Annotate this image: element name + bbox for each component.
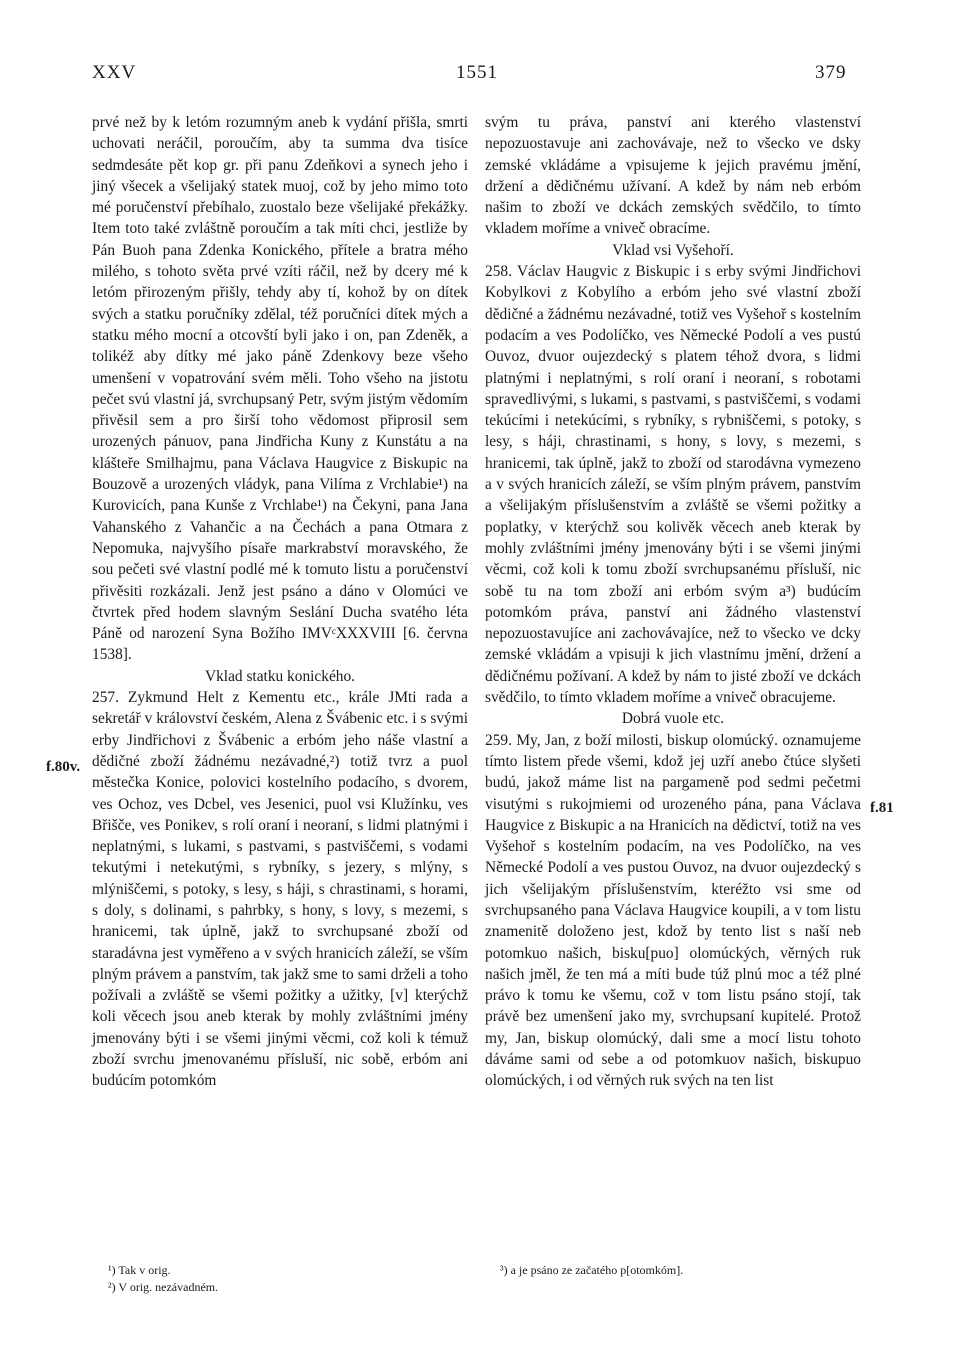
entry-257: 257. Zykmund Helt z Kementu etc., krále JMti rada a sekretář v království českém, Alena z Švábenic etc. i s svými erby Jindřichovi z Švábenic a erbóm jeho náše vlastní a dědičné zboží žádnému nezávadné,²) totiž tvrz a puol městečka Konice, polovici kostelního podacího, s dvorem, ves Ochoz, ves Dcbel, ves Jesenici, puol vsi Klužínku, ves Břišče, ves Ponikev, s rolí oraní i neoraní, s lidmi platnými i neplatnými, s lukami, s pastvami, s pastviščemi, s vodami tekutými i netekutými, s rybníky, s jezery, s mlýny, s mlýniščemi, s potoky, s lesy, s háji, s chrastinami, s horami, s doly, s dolinami, s pahrbky, s hony, s lovy, s mezemi, s hranicemi, tak úplně, jakž to svrchupsané zboží od staradávna jest vyměřeno a v svých hranicích záleží, se vším plným právem a panstvím, tak jakž sme to sami drželi a toho požívali a zvláště se všemi požitky a užitky, [v] kterýchž koli věcech jsou aneb kterak by mohly zvláštními jmény jmenovány býti i se všemi jinými věcmi, což koli k témuž zboží svrchu jmenovanému přísluší, nic sobě, erbóm ani budúcím potomkóm: [92, 689, 468, 1090]
paragraph-continuation: prvé než by k letóm rozumným aneb k vydání přišla, smrti uchovati neráčil, poroučím, aby ta summa dva tisíce sedmdesáte pět kop gr. při panu Zdeňkovi a synech jeho i jiný všecek a všelijaký statek muoj, což by jeho mimo toto mé poručenství přebíhalo, zuostalo beze všelijaké překážky. Item toto také zvláštně poroučím a tak míti chci, jestliže by Pán Buoh pana Zdenka Konického, přítele a bratra mého milého, s tohoto světa prvé vzíti ráčil, než by dcery mé k letóm přirozeným přišly, tehdy aby tí, kohož by on dítek svých a statku poručníky zdělal, též poručníci dítek mých a statku mého mocní a otcovští byli jako i on, pan Zdeněk, a tolikéž aby dítky mé jako páně Zdenkovy beze všeho umenšení v vopatrování svém měli. Toho všeho na jistotu pečet svú vlastní já, svrchupsaný Petr, svým jistým vědomím přivěsil sem a pro širší toho vědomost připrosil sem urozených pánuov, pana Jindřicha Kuny z Kunstátu a na klášteře Smilhajmu, pana Václava Haugvice z Biskupic na Bouzově a urozených vládyk, pana Vilíma z Vrchlabie¹) na Kurovicích, pana Kunše z Vrchlabe¹) na Čekyni, pana Jana Vahanského z Vahančic a na Čechách a pana Otmara z Nepomuka, najvyšího písaře markrabství moravského, že sou pečeti své vlastní podlé mé k tomuto listu a poručenství přivěsiti rozkázali. Jenž jest psáno a dáno v Olomúci ve čtvrtek před hodem slavným Seslání Ducha svatého léta Páně od narození Syna Božího IMVᶜXXXVIII [6. června 1538].: [92, 114, 468, 664]
paragraph-continuation: svým tu práva, panství ani kterého vlastenství nepozuostavuje ani zachovávaje, než to všecko ve dsky zemské vkládáme a vpisujeme k jejich pravému jmění, držení a dědičnému užívaní. A kdež by nám neb erbóm našim to zboží ve dckách zemských svědčilo, to tímto vkladem moříme a vniveč obracíme.: [485, 114, 861, 238]
entry-259: 259. My, Jan, z boží milosti, biskup olomúcký. oznamujeme tímto listem přede všemi, kdož jej uzří anebo čtúce slyšeti budú, jakož máme list na pargameně pod sedmi pečetmi visutými s rukojmiemi od urozeného pána, pana Václava Haugvice z Biskupic a na Hranicích na dědictví, totiž na ves Vyšehoř s kostelním podacím, na ves Podolíčko, na ves Německé Podolí a ves pustou Ouvoz, na dvuor oujezdecký s jich všelijakým příslušenstvím, kteréžto vsi sme od svrchupsaného pana Václava Haugvice koupili, a v tom listu znamenitě doloženo jest, kdož by tento list s naší neb potomkuo našich, bisku[puo] olomúckých, věrných ruk našich jměl, že ten má a míti bude túž plnú moc a též plné právo k tomu ke všemu, což v tom listu psáno stojí, tak právě bez umenšení jako my, svrchupsaní kupitelé. Protož my, Jan, biskup olomúcký, dali sme a mocí listu tohoto dáváme sami od sebe a od potomkuov našich, biskupuo olomúckých, i od věrných ruk svých na ten list: [485, 731, 861, 1090]
footnote: ³) a je psáno ze začatého p[otomkóm].: [500, 1263, 684, 1277]
footnotes-left: [108, 1262, 448, 1296]
left-column: [92, 112, 468, 1092]
section-heading: Vklad vsi Vyšehoří.: [612, 241, 734, 259]
running-head-chapter: XXV: [92, 62, 137, 83]
footnotes-right: [500, 1262, 880, 1279]
entry-258: 258. Václav Haugvic z Biskupic i s erby svými Jindřichovi Kobylkovi z Kobylího a erbóm jeho své vlastní zboží dědičné a žádnému nezávadné, totiž ves Vyšehoř s kostelním podacím a ves Podolíčko, ves Německé Podolí a ves pustú Ouvoz, dvuor oujezdecký s platem téhož dvora, s lidmi platnými i neplatnými, s rolí oraní i neoraní, s robotami spravedlivými, s lukami, s pastvami, s pastviščemi, s vodami tekúcími i netekúcími, s rybníky, s rybniščemi, s potoky, s lesy, s háji, chrastinami, s hony, s lovy, s mezemi, s hranicemi, tak úplně, jakž to zboží od starodávna vymezeno a v svých hranicích záleží, se vším plným právem, panstvím a všelijakým příslušenstvím a zvláště se všemi požitky a poplatky, v kterýchž sou kolivěk věcech aneb kterak by mohly zvláštními jmény jmenovány býti i se všemi jinými věcmi, což koli k tomu zboží svrchupsanému přísluší, nic sobě tu na tom zboží ani erbóm svým a³) budúcím potomkóm práva, panství ani žádného vlastenství nepozuostavujíce ani zachovávajíce, než to všecko ve dcky zemské vkládám a vpisuji k jich vlastnímu jmění, držení a dědičnému požívaní. A kdež by nám to jisté zboží ve dckách svědčilo, to tímto vkladem moříme a vniveč obracujeme.: [485, 263, 861, 707]
folio-marker-right: f.81: [870, 800, 894, 816]
right-column: [485, 112, 861, 1092]
folio-marker-left: f.80v.: [46, 759, 81, 775]
footnote: ¹) Tak v orig.: [108, 1263, 171, 1277]
section-heading: Dobrá vuole etc.: [621, 710, 725, 728]
running-head-year: 1551: [456, 62, 498, 83]
footnote: ²) V orig. nezávadném.: [108, 1280, 219, 1294]
page-number: 379: [815, 62, 847, 83]
section-heading: Vklad statku konického.: [204, 667, 356, 685]
